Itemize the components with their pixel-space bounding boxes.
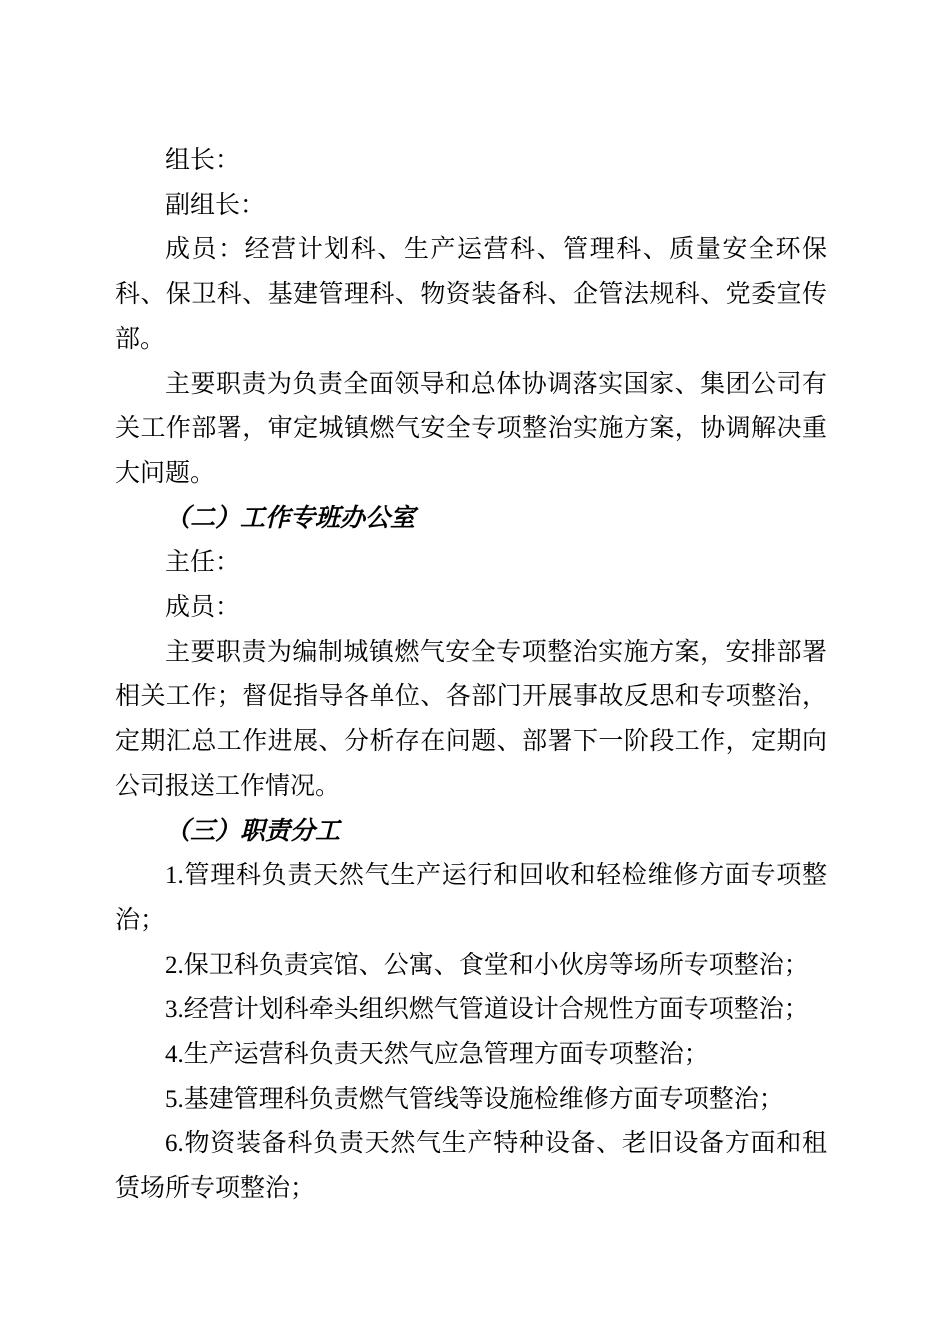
paragraph: 成员：	[165, 594, 241, 622]
paragraph: 主要职责为负责全面领导和总体协调落实国家、集团公司有关工作部署，审定城镇燃气安全专项整治实施方案，协调解决重大问题。	[115, 370, 827, 487]
section-heading: （二）工作专班办公室	[165, 504, 416, 532]
section-heading: （三）职责分工	[165, 817, 341, 845]
paragraph: 副组长：	[165, 191, 266, 219]
paragraph: 1.管理科负责天然气生产运行和回收和轻检维修方面专项整治；	[115, 862, 827, 934]
paragraph: 4.生产运营科负责天然气应急管理方面专项整治；	[165, 1041, 709, 1069]
paragraph: 主要职责为编制城镇燃气安全专项整治实施方案，安排部署相关工作；督促指导各单位、各部门开展事故反思和专项整治，定期汇总工作进展、分析存在问题、部署下一阶段工作，定期向公司报送工作情况。	[115, 638, 827, 800]
paragraph: 6.物资装备科负责天然气生产特种设备、老旧设备方面和租赁场所专项整治；	[115, 1130, 827, 1203]
document-body	[115, 139, 827, 1212]
paragraph: 成员：经营计划科、生产运营科、管理科、质量安全环保科、保卫科、基建管理科、物资装备科、企管法规科、党委宣传部。	[115, 236, 827, 353]
paragraph: 3.经营计划科牵头组织燃气管道设计合规性方面专项整治；	[165, 996, 809, 1024]
paragraph: 2.保卫科负责宾馆、公寓、食堂和小伙房等场所专项整治；	[165, 951, 809, 979]
paragraph: 组长：	[165, 147, 241, 174]
paragraph: 5.基建管理科负责燃气管线等设施检维修方面专项整治；	[165, 1085, 784, 1113]
paragraph: 主任：	[165, 549, 241, 577]
